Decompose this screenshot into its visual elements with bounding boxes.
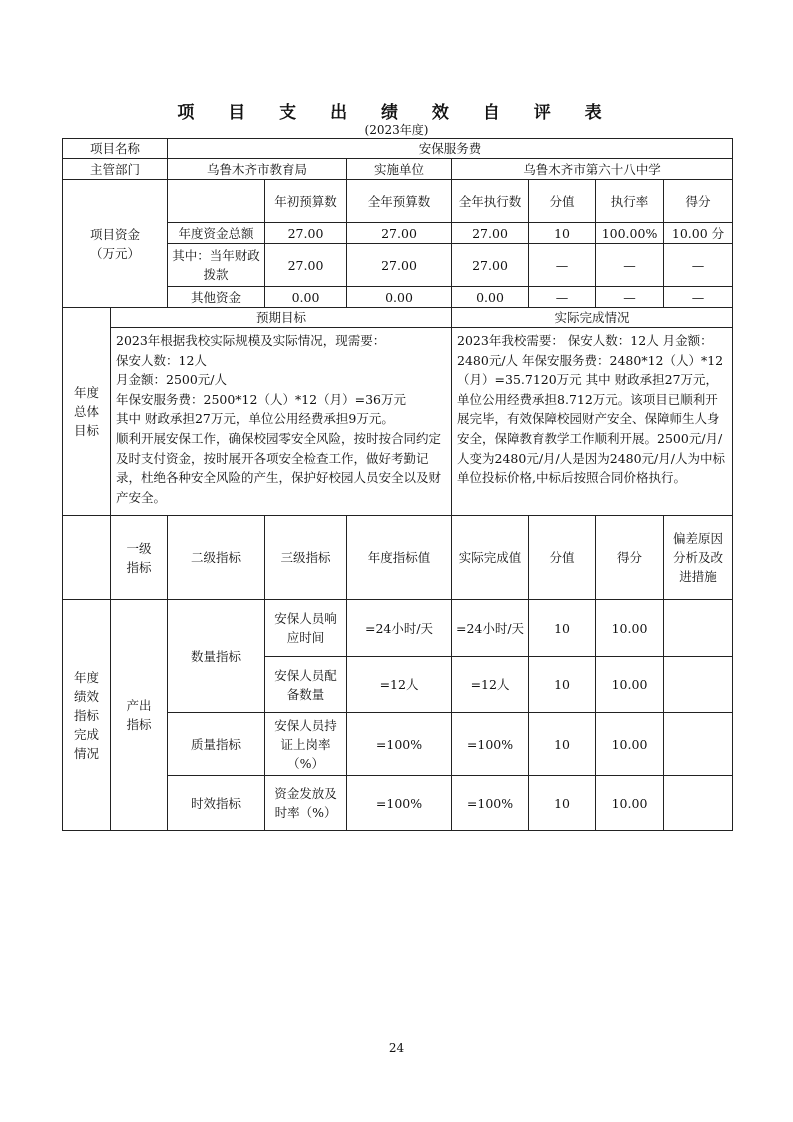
funds-cell: 27.00: [452, 223, 529, 244]
funds-header: 年初预算数: [265, 180, 347, 223]
expected-goal-text: 2023年根据我校实际规模及实际情况，现需要： 保安人数：12人 月金额：2500元/人 年保安服务费：2500*12（人）*12（月）=36万元 其中 财政承担27万元，单位公用经费承担9万元。 顺利开展安保工作，确保校园零安全风险，按时按合同约定及时支付资金，按时展开各项安全检查工作，做好考勤记录，杜绝各种安全风险的产生，保护好校园人员安全以及财产安全。: [111, 328, 452, 516]
funds-label: 项目资金 （万元）: [63, 180, 168, 308]
funds-cell: —: [529, 287, 596, 308]
unit-label: 实施单位: [347, 159, 452, 180]
funds-header: 全年执行数: [452, 180, 529, 223]
deviation-note: [664, 600, 733, 657]
funds-cell: —: [596, 287, 664, 308]
expected-goal-header: 预期目标: [111, 308, 452, 328]
actual-result-header: 实际完成情况: [452, 308, 733, 328]
deviation-note: [664, 657, 733, 713]
funds-cell: 27.00: [452, 244, 529, 287]
level2-indicator: 时效指标: [168, 776, 265, 831]
funds-cell: 27.00: [265, 223, 347, 244]
funds-cell: 0.00: [452, 287, 529, 308]
score: 10.00: [596, 776, 664, 831]
score-value: 10: [529, 600, 596, 657]
funds-cell: —: [529, 244, 596, 287]
score: 10.00: [596, 713, 664, 776]
page-title: 项 目 支 出 绩 效 自 评 表: [177, 103, 616, 123]
funds-cell: 27.00: [347, 223, 452, 244]
indicator-header: 得分: [596, 516, 664, 600]
actual-result-text: 2023年我校需要： 保安人数：12人 月金额：2480元/人 年保安服务费：2480*12（人）*12（月）=35.7120万元 其中 财政承担27万元，单位公用经费承担8.712万元。该项目已顺利开展完毕，有效保障校园财产安全、保障师生人身安全，保障教育教学工作顺利开展。2500元/月/人变为2480元/月/人是因为2480元/月/人为中标单位投标价格,中标后按照合同价格执行。: [452, 328, 733, 516]
indicators-side-label: 年度绩效指标完成情况: [63, 600, 111, 831]
indicator-header: 三级指标: [265, 516, 347, 600]
actual-value: =100%: [452, 776, 529, 831]
funds-header: 执行率: [596, 180, 664, 223]
funds-row-label: 其中：当年财政拨款: [168, 244, 265, 287]
indicator-header: 实际完成值: [452, 516, 529, 600]
funds-cell: —: [664, 287, 733, 308]
evaluation-table: [62, 138, 733, 831]
indicator-header: 一级指标: [111, 516, 168, 600]
level2-indicator: 质量指标: [168, 713, 265, 776]
indicator-header: 年度指标值: [347, 516, 452, 600]
funds-cell: 100.00%: [596, 223, 664, 244]
funds-cell: 10: [529, 223, 596, 244]
funds-cell: 27.00: [347, 244, 452, 287]
level3-indicator: 安保人员持证上岗率（%）: [265, 713, 347, 776]
indicator-header-blank: [63, 516, 111, 600]
level1-indicator: 产出指标: [111, 600, 168, 831]
score-value: 10: [529, 657, 596, 713]
funds-cell: 0.00: [265, 287, 347, 308]
goals-label: 年度总体目标: [63, 308, 111, 516]
page-subtitle: (2023年度): [364, 123, 429, 137]
page-number: 24: [388, 1041, 405, 1055]
score-value: 10: [529, 776, 596, 831]
unit-value: 乌鲁木齐市第六十八中学: [452, 159, 733, 180]
funds-cell: 10.00 分: [664, 223, 733, 244]
indicator-header: 偏差原因分析及改进措施: [664, 516, 733, 600]
target-value: =24小时/天: [347, 600, 452, 657]
actual-value: =12人: [452, 657, 529, 713]
funds-cell: —: [596, 244, 664, 287]
funds-header: 得分: [664, 180, 733, 223]
funds-row-label: 年度资金总额: [168, 223, 265, 244]
funds-cell: 0.00: [347, 287, 452, 308]
project-name-value: 安保服务费: [168, 139, 733, 159]
indicator-header: 二级指标: [168, 516, 265, 600]
level3-indicator: 安保人员响应时间: [265, 600, 347, 657]
indicator-header: 分值: [529, 516, 596, 600]
funds-header: 分值: [529, 180, 596, 223]
funds-row-label: 其他资金: [168, 287, 265, 308]
deviation-note: [664, 776, 733, 831]
target-value: =100%: [347, 713, 452, 776]
funds-header: 全年预算数: [347, 180, 452, 223]
deviation-note: [664, 713, 733, 776]
level3-indicator: 安保人员配备数量: [265, 657, 347, 713]
target-value: =100%: [347, 776, 452, 831]
score: 10.00: [596, 600, 664, 657]
level2-indicator: 数量指标: [168, 600, 265, 713]
dept-value: 乌鲁木齐市教育局: [168, 159, 347, 180]
level3-indicator: 资金发放及时率（%）: [265, 776, 347, 831]
target-value: =12人: [347, 657, 452, 713]
funds-cell: 27.00: [265, 244, 347, 287]
actual-value: =24小时/天: [452, 600, 529, 657]
funds-cell: —: [664, 244, 733, 287]
funds-header-blank: [168, 180, 265, 223]
actual-value: =100%: [452, 713, 529, 776]
dept-label: 主管部门: [63, 159, 168, 180]
score: 10.00: [596, 657, 664, 713]
score-value: 10: [529, 713, 596, 776]
project-name-label: 项目名称: [63, 139, 168, 159]
